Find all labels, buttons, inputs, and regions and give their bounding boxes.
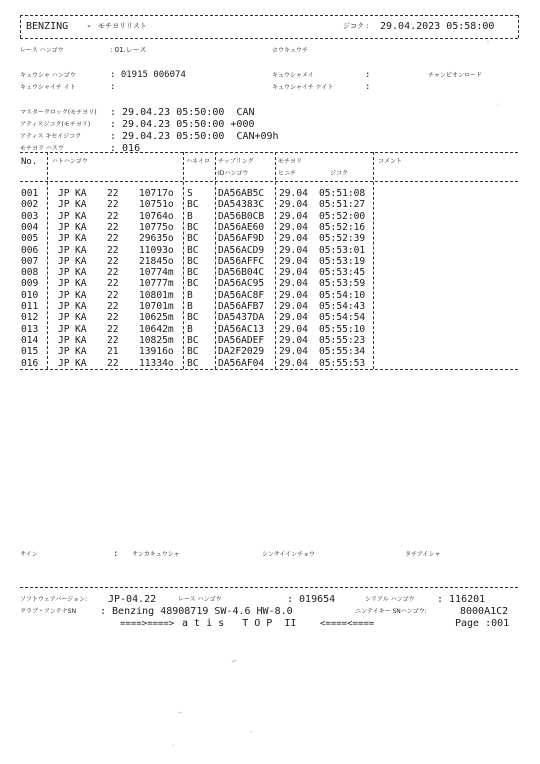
row-country: JP [58, 210, 70, 222]
row-country: JP [58, 267, 70, 279]
row-year: 22 [107, 323, 119, 335]
row-chip: DA56AF04 [218, 357, 265, 369]
master-clock-value: : 29.04.23 05:50:00 CAN [110, 107, 255, 118]
arrow-right: <====<==== [320, 619, 375, 629]
row-chip: DA56AC13 [218, 323, 265, 335]
row-chip: DA56AFFC [218, 255, 265, 267]
reviewer-label: シンサイインチョウ [262, 551, 315, 558]
serial-label: シリアル ハンゴウ [365, 596, 415, 603]
row-ring: 10701m [139, 301, 174, 312]
sign-colon: : [113, 549, 119, 559]
footer-race-no-label: レース ハンゴウ [178, 596, 222, 603]
row-country: JP [58, 188, 70, 199]
row-no: 008 [21, 267, 39, 279]
row-ring: 11334o [139, 357, 174, 369]
row-country: JP [58, 323, 70, 335]
row-no: 004 [21, 221, 39, 233]
row-color: S [187, 188, 193, 199]
device-value: 8000A1C2 [460, 606, 509, 617]
row-country: JP [58, 221, 70, 233]
row-time: 05:55:23 [319, 334, 366, 346]
row-no: 016 [21, 357, 39, 369]
row-club: KA [75, 312, 87, 324]
row-club: KA [75, 334, 87, 346]
software-label: ソフトウェアバージョン: [20, 596, 88, 603]
member-phone-label: キュウシャイチ ケイト [272, 84, 334, 91]
atis-reset-value: : 29.04.23 05:50:00 CAN+09h [110, 131, 279, 142]
row-color: B [187, 301, 193, 312]
row-date: 29.04 [279, 199, 308, 211]
member-name-label: キュウシャメイ [272, 72, 314, 79]
software-value: JP-04.22 [108, 594, 157, 605]
row-no: 009 [21, 278, 39, 290]
row-date: 29.04 [279, 301, 308, 312]
row-club: KA [75, 199, 87, 211]
row-country: JP [58, 346, 70, 358]
witness-label: タチアイシャ [405, 551, 441, 558]
row-club: KA [75, 233, 87, 245]
count-label: モチヨリ ハスウ [20, 145, 64, 152]
row-ring: 21845o [139, 255, 174, 267]
row-ring: 10751o [139, 199, 174, 211]
row-no: 005 [21, 233, 39, 245]
row-club: KA [75, 221, 87, 233]
col-header-comment: コメント [378, 158, 403, 165]
row-no: 012 [21, 312, 39, 324]
row-no: 013 [21, 323, 39, 335]
atis-reset-label: アティス キセイジコク [20, 133, 82, 140]
row-year: 22 [107, 199, 119, 211]
row-chip: DA56B0CB [218, 210, 265, 222]
print-datetime: 29.04.2023 05:58:00 [380, 21, 495, 32]
row-chip: DA56AE60 [218, 221, 265, 233]
member-phone-colon: : [365, 82, 371, 92]
participant-label: サンカキュウシャ [132, 551, 180, 558]
row-no: 006 [21, 244, 39, 256]
paper-mark-3 [250, 731, 252, 732]
col-header-date-bottom: ヒニチ [278, 170, 297, 177]
row-ring: 10775o [139, 221, 174, 233]
race-region-label: ホウキュウチ [272, 47, 309, 54]
paper-mark-2 [178, 712, 182, 713]
row-ring: 10764o [139, 210, 174, 222]
brand-name: a t i s T O P II [182, 618, 297, 629]
row-no: 015 [21, 346, 39, 358]
row-year: 22 [107, 221, 119, 233]
list-name: モチヨリリスト [98, 22, 147, 30]
row-country: JP [58, 255, 70, 267]
row-ring: 10825m [139, 334, 174, 346]
row-no: 003 [21, 210, 39, 222]
row-club: KA [75, 244, 87, 256]
member-extra-colon: : [110, 82, 116, 92]
row-date: 29.04 [279, 267, 308, 279]
row-date: 29.04 [279, 357, 308, 369]
row-club: KA [75, 278, 87, 290]
row-date: 29.04 [279, 334, 308, 346]
row-year: 22 [107, 289, 119, 301]
row-club: KA [75, 301, 87, 312]
row-year: 22 [107, 357, 119, 369]
page-number: Page :001 [455, 618, 510, 629]
row-time: 05:55:34 [319, 346, 366, 358]
row-year: 22 [107, 267, 119, 279]
row-time: 05:53:59 [319, 278, 366, 290]
row-time: 05:52:39 [319, 233, 366, 245]
row-year: 22 [107, 334, 119, 346]
member-name-colon: : [365, 70, 371, 80]
row-color: B [187, 289, 193, 301]
row-country: JP [58, 233, 70, 245]
row-year: 22 [107, 233, 119, 245]
row-year: 22 [107, 210, 119, 222]
row-ring: 10801m [139, 289, 174, 301]
row-date: 29.04 [279, 221, 308, 233]
row-time: 05:52:16 [319, 221, 366, 233]
row-ring: 10642m [139, 323, 174, 335]
row-time: 05:51:27 [319, 199, 366, 211]
atis-clock-value: : 29.04.23 05:50:00 +000 [110, 119, 255, 130]
row-color: B [187, 323, 193, 335]
row-chip: DA56AFB7 [218, 301, 265, 312]
master-clock-label: マスタークロック(モチヨリ) [20, 109, 97, 116]
row-color: BC [187, 244, 199, 256]
footer-race-no-value: : 019654 [287, 594, 336, 605]
row-year: 22 [107, 255, 119, 267]
row-no: 001 [21, 188, 39, 199]
row-time: 05:53:19 [319, 255, 366, 267]
race-no-value: : 01.レース [110, 46, 147, 54]
row-year: 21 [107, 346, 119, 358]
row-year: 22 [107, 278, 119, 290]
row-chip: DA56B04C [218, 267, 265, 279]
row-color: BC [187, 346, 199, 358]
row-color: BC [187, 199, 199, 211]
row-chip: DA56AC95 [218, 278, 265, 290]
row-color: BC [187, 221, 199, 233]
row-date: 29.04 [279, 244, 308, 256]
row-time: 05:51:08 [319, 188, 366, 199]
row-country: JP [58, 278, 70, 290]
row-time: 05:55:53 [319, 357, 366, 369]
paper-mark-1 [232, 660, 236, 662]
row-club: KA [75, 346, 87, 358]
member-name-value: チャンピオンロード [428, 72, 482, 79]
row-year: 22 [107, 301, 119, 312]
row-ring: 13916o [139, 346, 174, 358]
member-no-value: : 01915 006074 [110, 70, 186, 80]
arrow-left: ====>====> [120, 619, 175, 629]
row-time: 05:53:45 [319, 267, 366, 279]
row-time: 05:52:00 [319, 210, 366, 222]
time-label: ジコク : [343, 22, 369, 30]
row-time: 05:54:10 [319, 289, 366, 301]
device-label: ニンテイキー SNハンゴウ: [355, 608, 427, 615]
row-time: 05:54:54 [319, 312, 366, 324]
count-value: : 016 [110, 143, 141, 154]
col-header-no: No. [21, 157, 38, 167]
col-header-ring: ハトハンゴウ [52, 158, 88, 165]
row-country: JP [58, 199, 70, 211]
row-color: BC [187, 357, 199, 369]
row-chip: DA56AF9D [218, 233, 265, 245]
row-year: 22 [107, 244, 119, 256]
row-no: 014 [21, 334, 39, 346]
row-ring: 10717o [139, 188, 174, 199]
col-header-chip-top: チップリング [218, 158, 254, 165]
app-name: BENZING [26, 21, 69, 32]
row-date: 29.04 [279, 289, 308, 301]
row-ring: 11093o [139, 244, 174, 256]
row-ring: 10774m [139, 267, 174, 279]
row-chip: DA56ADEF [218, 334, 265, 346]
row-time: 05:55:10 [319, 323, 366, 335]
member-no-label: キュウシャ ハンゴウ [20, 72, 76, 79]
row-no: 010 [21, 289, 39, 301]
row-ring: 29635o [139, 233, 174, 245]
row-country: JP [58, 357, 70, 369]
member-extra-label: キュウシャイチ イト [20, 84, 76, 91]
row-year: 22 [107, 312, 119, 324]
race-no-label: レース ハンゴウ [20, 47, 64, 54]
row-no: 007 [21, 255, 39, 267]
club-antenna-value: : Benzing 48908719 SW-4.6 HW-8.0 [100, 606, 293, 617]
row-club: KA [75, 357, 87, 369]
row-chip: DA2F2029 [218, 346, 265, 358]
row-color: B [187, 210, 193, 222]
row-time: 05:54:43 [319, 301, 366, 312]
row-date: 29.04 [279, 278, 308, 290]
row-no: 011 [21, 301, 39, 312]
row-ring: 10625m [139, 312, 174, 324]
col-header-color: ハネイロ [186, 158, 210, 165]
col-header-date-top: モチヨリ [278, 158, 303, 165]
row-chip: DA56AB5C [218, 188, 265, 199]
row-country: JP [58, 334, 70, 346]
row-club: KA [75, 188, 87, 199]
row-color: BC [187, 267, 199, 279]
row-club: KA [75, 267, 87, 279]
row-ring: 10777m [139, 278, 174, 290]
club-antenna-label: クラブ・アンテナSN [20, 608, 77, 615]
atis-clock-label: アティスジコク(モチヨリ) [20, 121, 91, 128]
row-chip: DA54383C [218, 199, 265, 211]
row-year: 22 [107, 188, 119, 199]
row-date: 29.04 [279, 233, 308, 245]
col-header-time-bottom: ジコク [330, 170, 349, 177]
row-time: 05:53:01 [319, 244, 366, 256]
row-date: 29.04 [279, 210, 308, 222]
row-color: BC [187, 278, 199, 290]
serial-value: : 116201 [437, 594, 486, 605]
row-no: 002 [21, 199, 39, 211]
row-country: JP [58, 244, 70, 256]
row-chip: DA56AC8F [218, 289, 265, 301]
row-chip: DA5437DA [218, 312, 265, 324]
row-club: KA [75, 323, 87, 335]
row-club: KA [75, 289, 87, 301]
row-color: BC [187, 255, 199, 267]
row-country: JP [58, 301, 70, 312]
row-chip: DA56ACD9 [218, 244, 265, 256]
row-club: KA [75, 210, 87, 222]
row-club: KA [75, 255, 87, 267]
row-color: BC [187, 312, 199, 324]
row-date: 29.04 [279, 323, 308, 335]
col-header-chip-bottom: IDハンゴウ [218, 170, 249, 177]
row-date: 29.04 [279, 188, 308, 199]
row-date: 29.04 [279, 346, 308, 358]
row-date: 29.04 [279, 255, 308, 267]
row-date: 29.04 [279, 312, 308, 324]
row-color: BC [187, 334, 199, 346]
row-color: BC [187, 233, 199, 245]
row-country: JP [58, 289, 70, 301]
row-country: JP [58, 312, 70, 324]
sign-label: サイン [20, 551, 38, 558]
header-separator: - [86, 21, 93, 32]
